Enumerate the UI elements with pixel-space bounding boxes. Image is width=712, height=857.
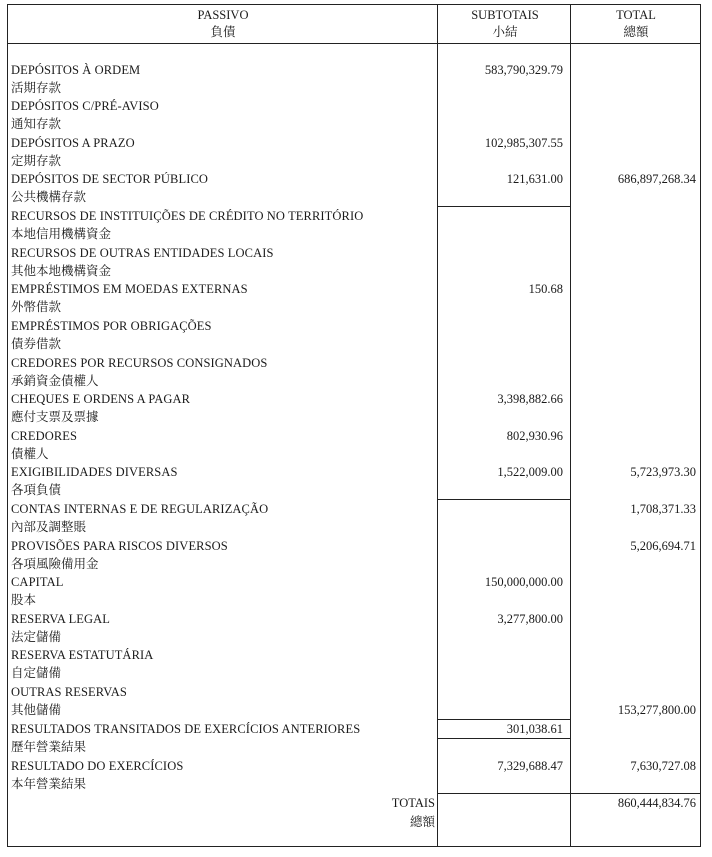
row-label-pt: DEPÓSITOS DE SECTOR PÚBLICO — [11, 172, 209, 186]
row-label-zh: 定期存款 — [11, 154, 62, 168]
table-row — [7, 390, 701, 426]
row-total: 686,897,268.34 — [617, 172, 696, 186]
row-label-pt: RESERVA LEGAL — [11, 612, 111, 626]
row-label-zh: 公共機構存款 — [11, 190, 87, 204]
table-row — [7, 244, 701, 280]
row-label-pt: CREDORES POR RECURSOS CONSIGNADOS — [11, 356, 268, 370]
row-subtotal: 3,277,800.00 — [497, 612, 563, 626]
row-subtotal: 102,985,307.55 — [484, 136, 563, 150]
row-label-zh: 歷年營業結果 — [11, 740, 87, 754]
row-label-pt: CHEQUES E ORDENS A PAGAR — [11, 392, 191, 406]
row-label-zh: 本年營業結果 — [11, 777, 87, 791]
row-label-pt: EXIGIBILIDADES DIVERSAS — [11, 465, 178, 479]
totals-value: 860,444,834.76 — [617, 796, 696, 810]
row-label-pt: RESULTADO DO EXERCÍCIOS — [11, 759, 184, 773]
row-subtotal: 583,790,329.79 — [484, 63, 563, 77]
header-passivo-zh: 負債 — [210, 25, 236, 39]
row-subtotal: 802,930.96 — [506, 429, 563, 443]
table-row — [7, 463, 701, 499]
row-label-pt: RESULTADOS TRANSITADOS DE EXERCÍCIOS ANTERIORES — [11, 722, 361, 736]
row-total: 1,708,371.33 — [630, 502, 696, 516]
row-total: 153,277,800.00 — [617, 703, 696, 717]
header-total-pt: TOTAL — [616, 8, 656, 22]
header-divider-2 — [570, 4, 571, 44]
row-label-zh: 應付支票及票據 — [11, 410, 99, 424]
row-label-zh: 股本 — [11, 593, 37, 607]
table-row — [7, 500, 701, 536]
table-row — [7, 280, 701, 316]
row-label-zh: 法定儲備 — [11, 630, 62, 644]
row-label-zh: 債券借款 — [11, 337, 62, 351]
table-row — [7, 170, 701, 206]
row-label-pt: RECURSOS DE INSTITUIÇÕES DE CRÉDITO NO TERRITÓRIO — [11, 209, 364, 223]
row-subtotal: 121,631.00 — [506, 172, 563, 186]
row-label-pt: DEPÓSITOS À ORDEM — [11, 63, 141, 77]
row-label-zh: 各項風險備用金 — [11, 557, 99, 571]
row-total: 7,630,727.08 — [630, 759, 696, 773]
row-label-pt: EMPRÉSTIMOS POR OBRIGAÇÕES — [11, 319, 212, 333]
table-row — [7, 61, 701, 97]
row-subtotal: 1,522,009.00 — [497, 465, 563, 479]
row-label-zh: 通知存款 — [11, 117, 62, 131]
table-row — [7, 720, 701, 756]
header-divider-1 — [437, 4, 438, 44]
row-subtotal: 150,000,000.00 — [484, 575, 563, 589]
row-label-zh: 其他本地機構資金 — [11, 264, 112, 278]
table-row — [7, 683, 701, 719]
row-label-pt: OUTRAS RESERVAS — [11, 685, 127, 699]
row-total: 5,206,694.71 — [630, 539, 696, 553]
table-row — [7, 610, 701, 646]
row-subtotal: 3,398,882.66 — [497, 392, 563, 406]
table-row — [7, 317, 701, 353]
totals-label-pt: TOTAIS — [391, 796, 435, 810]
header-subtotais-zh: 小結 — [492, 25, 518, 39]
row-label-pt: DEPÓSITOS A PRAZO — [11, 136, 135, 150]
row-label-pt: CAPITAL — [11, 575, 64, 589]
row-label-zh: 自定儲備 — [11, 666, 62, 680]
table-row — [7, 757, 701, 793]
row-total: 5,723,973.30 — [630, 465, 696, 479]
table-row — [7, 97, 701, 133]
table-header — [7, 4, 701, 44]
row-label-zh: 活期存款 — [11, 81, 62, 95]
row-label-zh: 本地信用機構資金 — [11, 227, 112, 241]
header-total-zh: 總額 — [623, 25, 649, 39]
table-row — [7, 427, 701, 463]
table-row — [7, 207, 701, 243]
totals-label-zh: 總額 — [409, 815, 435, 829]
totals-row — [7, 793, 701, 833]
row-label-pt: RECURSOS DE OUTRAS ENTIDADES LOCAIS — [11, 246, 274, 260]
row-label-zh: 內部及調整賬 — [11, 520, 87, 534]
row-label-pt: CONTAS INTERNAS E DE REGULARIZAÇÃO — [11, 502, 269, 516]
header-total — [572, 5, 700, 43]
row-subtotal: 150.68 — [528, 282, 563, 296]
header-subtotais-pt: SUBTOTAIS — [471, 8, 539, 22]
row-label-zh: 其他儲備 — [11, 703, 62, 717]
header-passivo-pt: PASSIVO — [197, 8, 249, 22]
header-passivo — [8, 5, 438, 43]
row-label-pt: DEPÓSITOS C/PRÉ-AVISO — [11, 99, 159, 113]
table-row — [7, 134, 701, 170]
row-label-pt: PROVISÕES PARA RISCOS DIVERSOS — [11, 539, 228, 553]
row-label-zh: 承銷資金債權人 — [11, 374, 99, 388]
table-row — [7, 537, 701, 573]
header-subtotais — [439, 5, 571, 43]
row-label-zh: 外幣借款 — [11, 300, 62, 314]
row-label-zh: 債權人 — [11, 447, 49, 461]
row-label-pt: EMPRÉSTIMOS EM MOEDAS EXTERNAS — [11, 282, 248, 296]
row-label-zh: 各項負債 — [11, 483, 62, 497]
row-subtotal: 7,329,688.47 — [497, 759, 563, 773]
row-label-pt: RESERVA ESTATUTÁRIA — [11, 648, 154, 662]
table-row — [7, 354, 701, 390]
table-row — [7, 573, 701, 609]
row-label-pt: CREDORES — [11, 429, 78, 443]
row-subtotal: 301,038.61 — [506, 722, 563, 736]
table-row — [7, 646, 701, 682]
